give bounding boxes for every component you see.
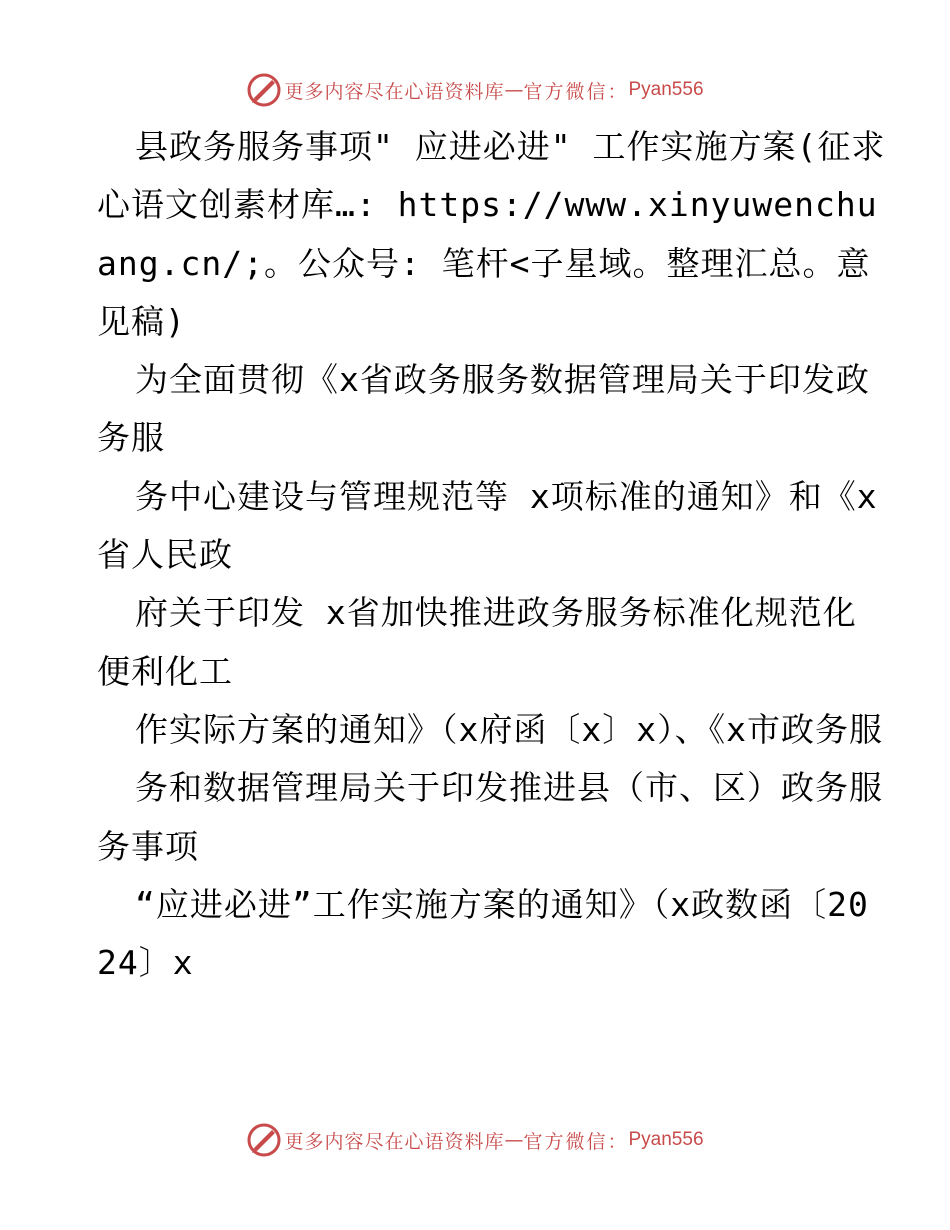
paragraph: 务中心建设与管理规范等 x项标准的通知》和《x省人民政 [97, 476, 878, 575]
paragraph: 府关于印发 x省加快推进政务服务标准化规范化便利化工 [97, 593, 857, 691]
brand-logo-icon [246, 72, 282, 108]
brand-logo-icon [246, 1122, 282, 1158]
paragraph: 作实际方案的通知》（x府函〔x〕x）、《x市政务服 [135, 709, 883, 749]
paragraph: 为全面贯彻《x省政务服务数据管理局关于印发政务服 [97, 360, 870, 458]
footer-banner [0, 1120, 950, 1160]
paragraph: 务和数据管理局关于印发推进县（市、区）政务服务事项 [97, 768, 883, 866]
banner-wechat-id: Pyan556 [628, 79, 704, 100]
paragraph: “应进必进”工作实施方案的通知》（x政数函〔2024〕x [97, 884, 869, 983]
banner-separator: — [504, 1129, 524, 1151]
banner-text: 更多内容尽在心语资料库 [284, 1130, 505, 1153]
banner-wechat-id: Pyan556 [628, 1129, 704, 1150]
banner-wechat-label: 官方微信： [523, 80, 629, 103]
banner-separator: — [504, 79, 524, 101]
document-body [97, 118, 887, 992]
banner-text: 更多内容尽在心语资料库 [284, 80, 505, 103]
document-title: 县政务服务事项" 应进必进" 工作实施方案(征求心语文创素材库…: https://www.xinyuwenchuang.cn/;。公众号: 笔杆<子星域。整理汇总。意见稿) [97, 127, 886, 341]
header-banner [0, 70, 950, 110]
banner-wechat-label: 官方微信： [523, 1130, 629, 1153]
